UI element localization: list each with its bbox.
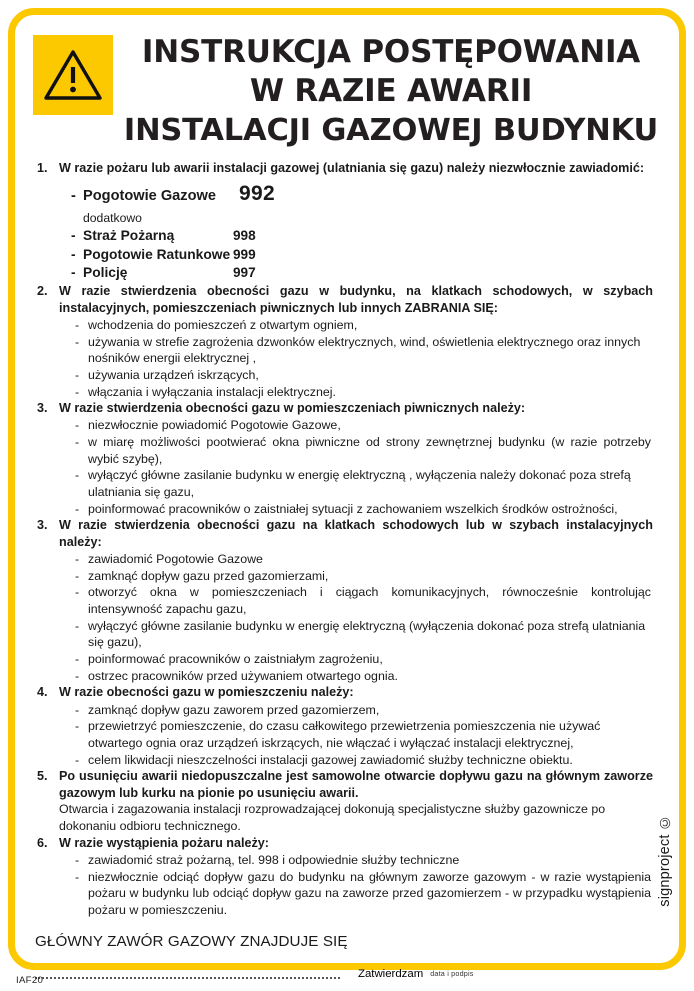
main-valve-location-field[interactable] <box>35 973 340 979</box>
instruction-body <box>15 154 679 918</box>
section-3-stairwells-heading <box>35 517 663 550</box>
section-3-stairwells <box>35 517 663 684</box>
section-3-basements-title: W razie stwierdzenia obecności gazu w pomieszczeniach piwnicznych należy: <box>59 401 526 416</box>
section-1 <box>35 160 663 283</box>
emergency-contacts-list <box>35 180 663 283</box>
page-title <box>113 33 665 150</box>
sign-footer <box>15 919 679 981</box>
section-5-heading <box>35 768 663 801</box>
list-item: - ostrzec pracowników przed używaniem otwartego ognia. <box>75 668 663 685</box>
list-item: - poinformować pracowników o zaistniałym zagrożeniu, <box>75 651 663 668</box>
approve-signature-field[interactable] <box>423 963 661 981</box>
contact-row <box>71 246 663 265</box>
section-6-number: 6. <box>37 835 48 850</box>
list-item: - zawiadomić straż pożarną, tel. 998 i odpowiednie służby techniczne <box>75 852 663 869</box>
bullet-dash: - <box>71 265 76 281</box>
list-item: - wchodzenia do pomieszczeń z otwartym ogniem, <box>75 317 663 334</box>
approve-label: Zatwierdzam <box>358 967 424 980</box>
section-6 <box>35 835 663 919</box>
bullet-dash: - <box>71 227 76 243</box>
list-item: - używania w strefie zagrożenia dzwonków elektrycznych, wind, oświetlenia elektrycznego oraz innych nośników energii elektrycznej , <box>75 334 663 367</box>
section-2-number: 2. <box>37 284 48 299</box>
contact-number: 999 <box>233 246 256 262</box>
section-5 <box>35 768 663 835</box>
section-2 <box>35 283 663 400</box>
section-2-title: W razie stwierdzenia obecności gazu w budynku, na klatkach schodowych, w szybach instalacyjnych, pomieszczeniach piwnicznych lub innych ZABRANIA SIĘ: <box>59 284 653 315</box>
section-5-title: Po usunięciu awarii niedopuszczalne jest samowolne otwarcie dopływu gazu na głównym zaworze gazowym lub kurku na pionie po usunięciu awarii. <box>59 769 653 800</box>
title-line-3: INSTALACJI GAZOWEJ BUDYNKU <box>123 112 659 148</box>
section-4-number: 4. <box>37 685 48 700</box>
section-3-basements-number: 3. <box>37 401 48 416</box>
contacts-extra-label: dodatkowo <box>83 210 142 225</box>
contact-row <box>71 180 663 209</box>
section-4-heading <box>35 684 663 701</box>
section-4-title: W razie obecności gazu w pomieszczeniu należy: <box>59 685 354 700</box>
list-item: - przewietrzyć pomieszczenie, do czasu całkowitego przewietrzenia pomieszczenia nie używać otwartego ognia oraz urządzeń iskrzących, nie włączać i wyłączać instalacji elektrycznej, <box>75 718 663 751</box>
title-line-1: INSTRUKCJA POSTĘPOWANIA <box>141 34 641 70</box>
section-6-heading <box>35 835 663 852</box>
section-4-items <box>35 702 663 769</box>
section-2-heading <box>35 283 663 316</box>
section-5-number: 5. <box>37 769 48 784</box>
bullet-dash: - <box>71 188 76 205</box>
contact-name: Pogotowie Ratunkowe <box>83 246 231 262</box>
approve-caption: data i podpis <box>430 968 474 978</box>
section-3-basements-heading <box>35 400 663 417</box>
list-item: - poinformować pracowników o zaistniałej sytuacji z zachowaniem wszelkich środków ostrożności, <box>75 501 663 518</box>
list-item: - wyłączyć główne zasilanie budynku w energię elektryczną , wyłączenia należy dokonać poza strefą ulatniania się gazu, <box>75 467 663 500</box>
section-3-stairwells-items <box>35 551 663 684</box>
section-5-note: Otwarcia i zagazowania instalacji rozprowadzającej dokonują specjalistyczne służby gazownicze po dokonaniu odbioru technicznego. <box>59 802 606 834</box>
contact-number: 992 <box>239 182 275 206</box>
warning-triangle-icon <box>33 35 113 115</box>
product-code: IAF20 <box>16 975 44 986</box>
list-item: - w miarę możliwości pootwierać okna piwniczne od strony zewnętrznej budynku (w razie potrzeby wybić szybę), <box>75 434 663 467</box>
section-2-items <box>35 317 663 400</box>
section-4 <box>35 684 663 768</box>
contact-row <box>71 227 663 246</box>
approval-block <box>340 963 661 981</box>
contact-number: 998 <box>233 227 256 243</box>
list-item: - włączania i wyłączania instalacji elektrycznej. <box>75 384 663 401</box>
list-item: - zamknąć dopływ gazu zaworem przed gazomierzem, <box>75 702 663 719</box>
list-item: - niezwłocznie powiadomić Pogotowie Gazowe, <box>75 417 663 434</box>
section-1-title: W razie pożaru lub awarii instalacji gazowej (ulatniania się gazu) należy niezwłocznie zawiadomić: <box>59 161 645 176</box>
section-3-stairwells-title: W razie stwierdzenia obecności gazu na klatkach schodowych lub w szybach instalacyjnych należy: <box>59 518 653 549</box>
list-item: - niezwłocznie odciąć dopływ gazu do budynku na głównym zaworze gazowym - w razie wystąpienia pożaru w budynku lub odciąć dopływ gazu na zaworze przed gazomierzem - w przypadku wystąpienia pożaru w pomieszczeniu. <box>75 869 663 919</box>
section-1-number: 1. <box>37 161 48 176</box>
brand-watermark: signproject © <box>657 814 673 907</box>
section-3-basements <box>35 400 663 517</box>
contact-name: Pogotowie Gazowe <box>83 188 216 205</box>
title-line-2: W RAZIE AWARII <box>249 73 533 110</box>
list-item: - wyłączyć główne zasilanie budynku w energię elektryczną (wyłączenia dokonać poza strefą ulatniania się gazu), <box>75 618 663 651</box>
contact-name: Policję <box>83 265 128 281</box>
signature-row <box>35 963 661 981</box>
list-item: - używania urządzeń iskrzących, <box>75 367 663 384</box>
list-item: - otworzyć okna w pomieszczeniach i ciągach komunikacyjnych, równocześnie kontrolując intensywność zapachu gazu, <box>75 584 663 617</box>
list-item: - celem likwidacji nieszczelności instalacji gazowej zawiadomić służby techniczne obiektu. <box>75 752 663 769</box>
list-item: - zawiadomić Pogotowie Gazowe <box>75 551 663 568</box>
sign-header <box>15 15 679 154</box>
section-1-heading <box>35 160 663 177</box>
section-3-basements-items <box>35 417 663 517</box>
section-3-stairwells-number: 3. <box>37 518 48 533</box>
main-valve-location-label: GŁÓWNY ZAWÓR GAZOWY ZNAJDUJE SIĘ <box>35 932 348 950</box>
section-6-title: W razie wystąpienia pożaru należy: <box>59 835 269 850</box>
contact-row <box>71 264 663 283</box>
contact-number: 997 <box>233 265 256 281</box>
sign-frame <box>8 8 686 980</box>
bullet-dash: - <box>71 246 76 262</box>
section-6-items <box>35 852 663 919</box>
contact-name: Straż Pożarną <box>83 227 175 243</box>
list-item: - zamknąć dopływ gazu przed gazomierzami, <box>75 568 663 585</box>
